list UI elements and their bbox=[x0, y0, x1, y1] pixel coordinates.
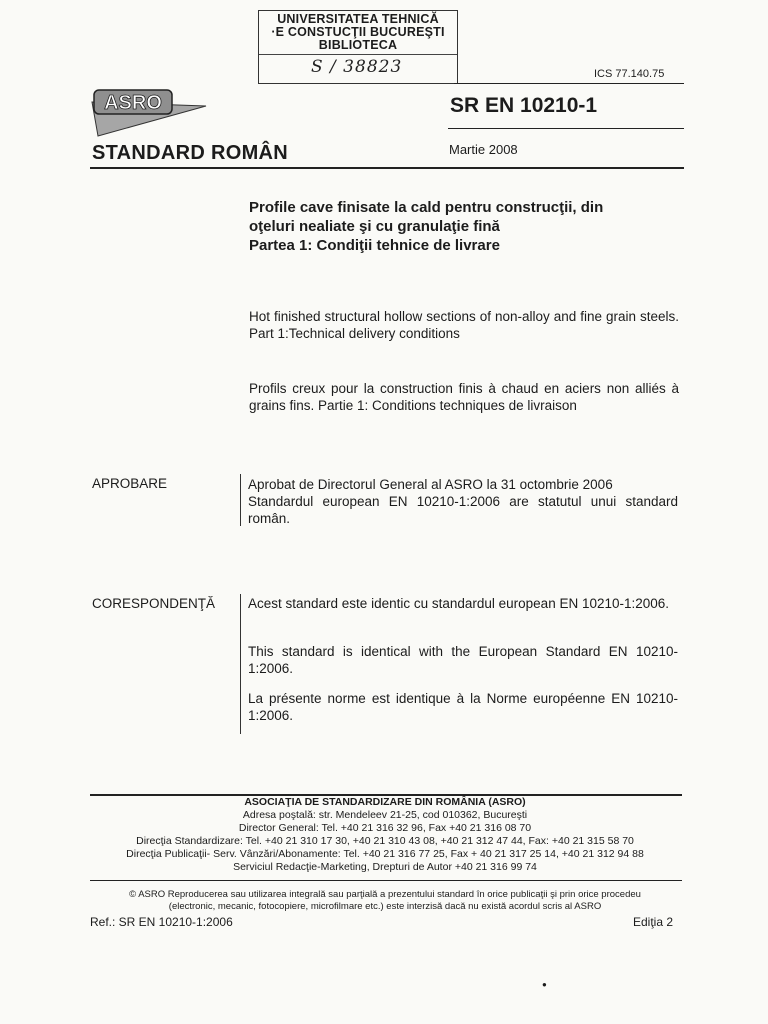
title-ro-line-3: Partea 1: Condiţii tehnice de livrare bbox=[249, 237, 500, 254]
svg-text:ASRO: ASRO bbox=[104, 92, 162, 114]
footer-mid-rule bbox=[90, 880, 682, 881]
ics-code: ICS 77.140.75 bbox=[594, 68, 665, 80]
title-french: Profils creux pour la construction finis à chaud en aciers non alliés à grains fins. Partie 1: Conditions techniques de livraison bbox=[249, 381, 679, 413]
footer-serviciul: Serviciul Redacţie-Marketing, Drepturi de Autor +40 21 316 99 74 bbox=[233, 861, 537, 873]
title-english: Hot finished structural hollow sections of non-alloy and fine grain steels. Part 1:Technical delivery conditions bbox=[249, 309, 679, 341]
footer-dir-standardizare: Direcţia Standardizare: Tel. +40 21 310 17 30, +40 21 310 43 08, +40 21 312 47 44, Fax: +40 21 315 58 70 bbox=[136, 835, 634, 847]
copyright-notice bbox=[90, 889, 680, 913]
corespondenta-ro: Acest standard este identic cu standardul european EN 10210-1:2006. bbox=[248, 596, 670, 611]
corespondenta-bar bbox=[240, 594, 241, 734]
header-top-rule bbox=[454, 83, 684, 84]
stamp-line-1: UNIVERSITATEA TEHNICĂ bbox=[277, 12, 439, 26]
asro-logo bbox=[90, 86, 208, 142]
aprobare-bar bbox=[240, 474, 241, 526]
stamp-inventory-number: S / 38823 bbox=[311, 57, 403, 77]
reference-code: Ref.: SR EN 10210-1:2006 bbox=[90, 915, 233, 929]
title-romanian bbox=[249, 198, 689, 255]
aprobare-label: APROBARE bbox=[92, 476, 168, 491]
copyright-line-2: (electronic, mecanic, fotocopiere, microfilmare etc.) este interzisă dacă nu există acordul scris al ASRO bbox=[168, 901, 602, 912]
aprobare-line-1: Aprobat de Directorul General al ASRO la 31 octombrie 2006 bbox=[248, 477, 613, 492]
corespondenta-label: CORESPONDENŢĂ bbox=[92, 596, 216, 611]
library-stamp bbox=[258, 10, 458, 84]
footer-director: Director General: Tel. +40 21 316 32 96, Fax +40 21 316 08 70 bbox=[238, 822, 532, 834]
aprobare-text bbox=[248, 476, 678, 527]
header-mid-rule bbox=[448, 128, 684, 129]
corespondenta-en: This standard is identical with the European Standard EN 10210-1:2006. bbox=[248, 644, 678, 676]
aprobare-line-2: Standardul european EN 10210-1:2006 are statutul unui standard român. bbox=[248, 494, 678, 526]
copyright-line-1: © ASRO Reproducerea sau utilizarea integrală sau parţială a prezentului standard în orice publicaţii şi prin orice procedeu bbox=[129, 889, 641, 900]
page-mark: ● bbox=[542, 980, 547, 989]
footer-dir-publicatii: Direcţia Publicaţii- Serv. Vânzări/Abonamente: Tel. +40 21 316 77 25, Fax + 40 21 317 25 14, +40 21 312 94 88 bbox=[126, 848, 644, 860]
footer-org: ASOCIAŢIA DE STANDARDIZARE DIN ROMÂNIA (ASRO) bbox=[244, 796, 526, 808]
stamp-line-3: BIBLIOTECA bbox=[318, 38, 398, 52]
title-ro-line-2: oţeluri nealiate şi cu granulaţie fină bbox=[249, 218, 500, 235]
title-ro-line-1: Profile cave finisate la cald pentru construcţii, din bbox=[249, 199, 604, 216]
stamp-line-2: ·E CONSTUCŢII BUCUREŞTI bbox=[271, 25, 445, 39]
standard-label: STANDARD ROMÂN bbox=[92, 142, 289, 164]
footer-contact bbox=[90, 796, 680, 874]
corespondenta-fr: La présente norme est identique à la Norme européenne EN 10210-1:2006. bbox=[248, 691, 678, 723]
document-code: SR EN 10210-1 bbox=[450, 94, 598, 117]
footer-address: Adresa poştală: str. Mendeleev 21-25, cod 010362, Bucureşti bbox=[242, 809, 528, 821]
stamp-divider bbox=[259, 54, 457, 55]
publication-date: Martie 2008 bbox=[449, 142, 518, 157]
header-bottom-rule bbox=[90, 167, 684, 169]
edition-label: Ediţia 2 bbox=[633, 915, 674, 929]
